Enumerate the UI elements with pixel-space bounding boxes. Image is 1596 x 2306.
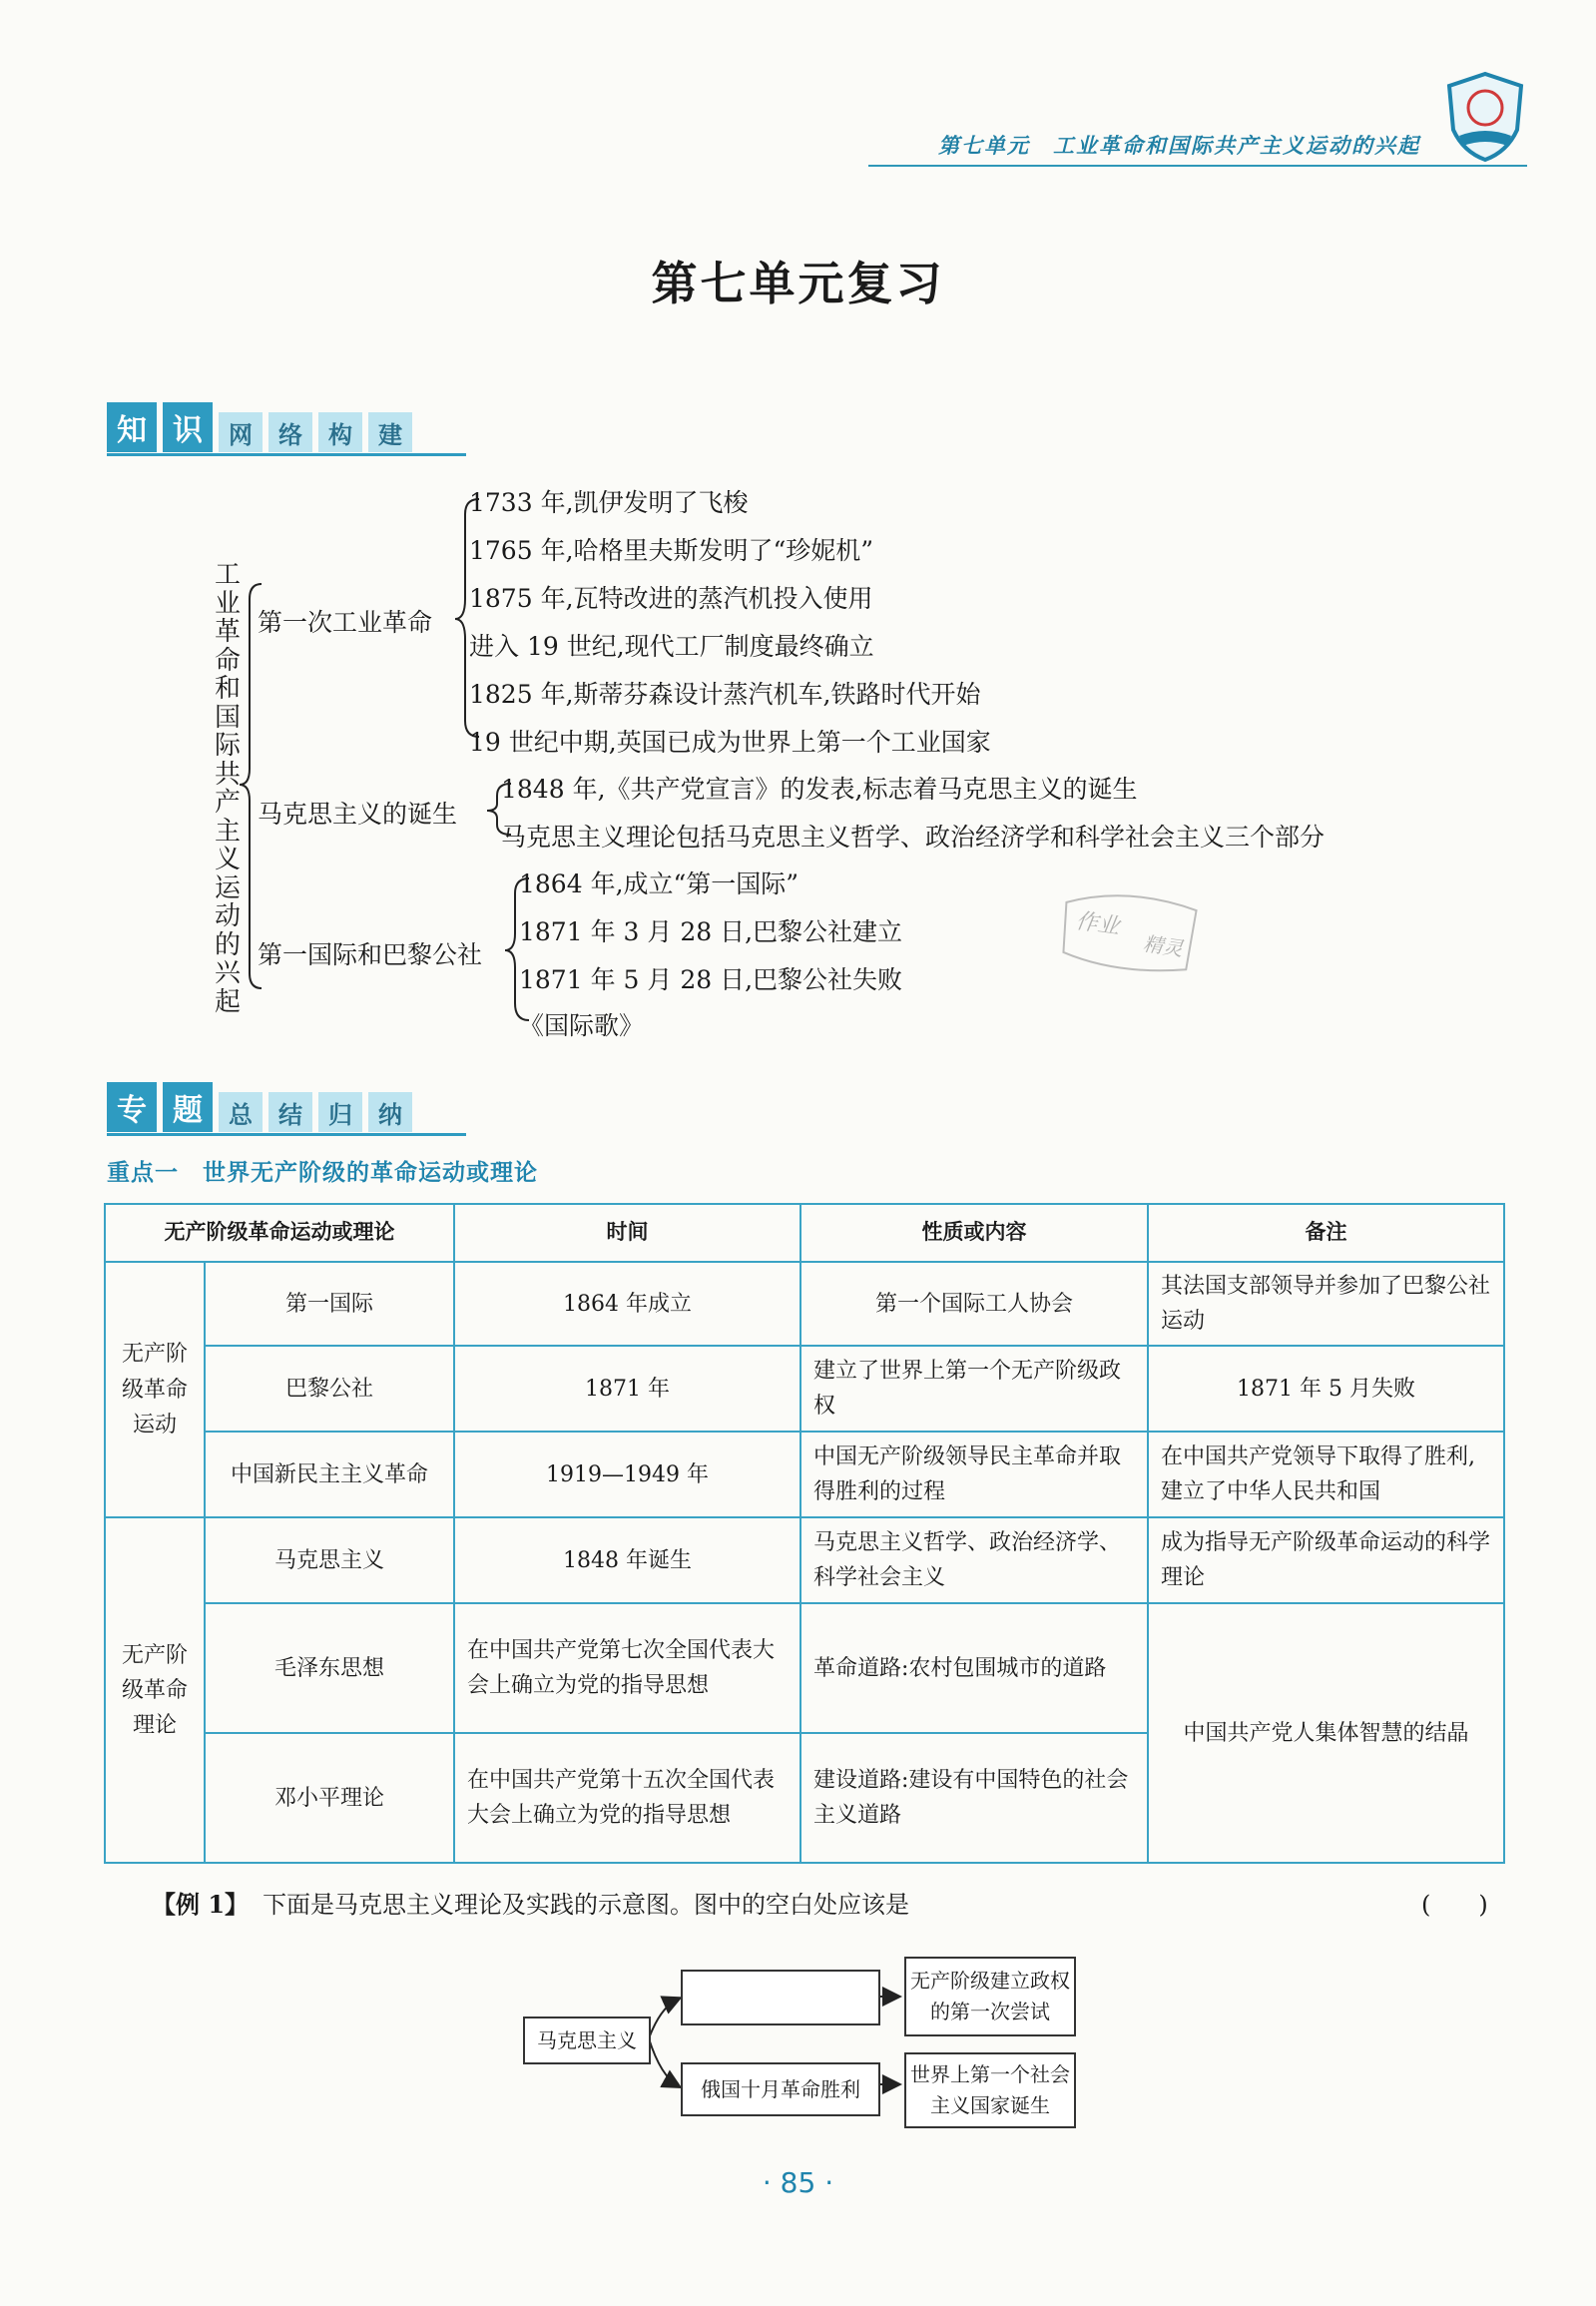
homework-stamp	[1047, 871, 1213, 991]
table-header-cell: 性质或内容	[800, 1204, 1148, 1262]
banner-tile: 建	[368, 412, 412, 452]
example-question-text: 下面是马克思主义理论及实践的示意图。图中的空白处应该是	[263, 1891, 910, 1919]
summary-table	[104, 1203, 1505, 1864]
mindmap-item: 进入 19 世纪,现代工厂制度最终确立	[469, 632, 874, 661]
mindmap-item: 1864 年,成立“第一国际”	[519, 869, 799, 898]
table-cell: 1848 年诞生	[454, 1517, 800, 1603]
table-cell: 1864 年成立	[454, 1262, 800, 1346]
unit-header-title: 第七单元 工业革命和国际共产主义运动的兴起	[938, 134, 1420, 158]
mindmap-branch-marxism: 马克思主义的诞生	[258, 800, 458, 829]
table-cell: 第一个国际工人协会	[800, 1262, 1148, 1346]
mindmap-item: 1875 年,瓦特改进的蒸汽机投入使用	[469, 584, 873, 613]
table-row	[105, 1432, 1504, 1517]
stamp-text: 精灵	[1141, 931, 1185, 961]
banner-tile: 结	[268, 1092, 312, 1132]
diagram-node-result-1: 无产阶级建立政权的第一次尝试	[904, 1957, 1076, 2036]
table-cell: 毛泽东思想	[205, 1603, 454, 1733]
table-cell: 中国共产党人集体智慧的结晶	[1148, 1603, 1504, 1863]
table-cell: 在中国共产党第七次全国代表大会上确立为党的指导思想	[454, 1603, 800, 1733]
table-group-cell: 无产阶级革命运动	[105, 1262, 205, 1517]
table-header-cell: 时间	[454, 1204, 800, 1262]
example-question	[152, 1885, 909, 1920]
table-cell: 中国新民主主义革命	[205, 1432, 454, 1517]
table-cell: 成为指导无产阶级革命运动的科学理论	[1148, 1517, 1504, 1603]
page-number: · 85 ·	[762, 2166, 834, 2199]
diagram-node-october-revolution: 俄国十月革命胜利	[681, 2062, 880, 2116]
banner-tile: 络	[268, 412, 312, 452]
mindmap-item: 1825 年,斯蒂芬森设计蒸汽机车,铁路时代开始	[469, 680, 981, 709]
table-cell: 建立了世界上第一个无产阶级政权	[800, 1346, 1148, 1432]
mindmap-item: 《国际歌》	[519, 1011, 645, 1040]
mindmap-branch-first-international: 第一国际和巴黎公社	[258, 940, 483, 969]
banner-tile: 识	[163, 402, 213, 452]
mindmap-item: 1765 年,哈格里夫斯发明了“珍妮机”	[469, 536, 874, 565]
banner-tile: 网	[219, 412, 263, 452]
table-row	[105, 1262, 1504, 1346]
answer-parentheses: ( )	[1421, 1891, 1488, 1919]
table-header-cell: 备注	[1148, 1204, 1504, 1262]
mindmap-item: 1871 年 5 月 28 日,巴黎公社失败	[519, 965, 903, 994]
page-title: 第七单元复习	[651, 257, 945, 310]
table-cell: 马克思主义	[205, 1517, 454, 1603]
mindmap-item: 马克思主义理论包括马克思主义哲学、政治经济学和科学社会主义三个部分	[501, 823, 1326, 852]
table-cell: 其法国支部领导并参加了巴黎公社运动	[1148, 1262, 1504, 1346]
table-cell: 1871 年 5 月失败	[1148, 1346, 1504, 1432]
table-cell: 第一国际	[205, 1262, 454, 1346]
table-cell: 在中国共产党领导下取得了胜利,建立了中华人民共和国	[1148, 1432, 1504, 1517]
table-cell: 1871 年	[454, 1346, 800, 1432]
mindmap-item: 19 世纪中期,英国已成为世界上第一个工业国家	[469, 728, 991, 757]
banner-tile: 归	[318, 1092, 362, 1132]
banner-underline	[107, 1133, 466, 1136]
table-cell: 中国无产阶级领导民主革命并取得胜利的过程	[800, 1432, 1148, 1517]
mindmap-branch-industrial-revolution: 第一次工业革命	[258, 608, 433, 637]
table-row	[105, 1346, 1504, 1432]
banner-tile: 构	[318, 412, 362, 452]
table-header-cell: 无产阶级革命运动或理论	[105, 1204, 454, 1262]
table-cell: 马克思主义哲学、政治经济学、科学社会主义	[800, 1517, 1148, 1603]
table-group-cell: 无产阶级革命理论	[105, 1517, 205, 1863]
section-banner-topic-summary	[107, 1080, 466, 1132]
table-cell: 革命道路:农村包围城市的道路	[800, 1603, 1148, 1733]
mindmap-item: 1733 年,凯伊发明了飞梭	[469, 488, 749, 517]
banner-tile: 专	[107, 1082, 157, 1132]
stamp-frame-icon	[1047, 871, 1213, 991]
banner-tile: 知	[107, 402, 157, 452]
mindmap-item: 1871 年 3 月 28 日,巴黎公社建立	[519, 917, 903, 946]
table-header-row	[105, 1204, 1504, 1262]
mindmap-item: 1848 年,《共产党宣言》的发表,标志着马克思主义的诞生	[501, 775, 1138, 804]
table-cell: 建设道路:建设有中国特色的社会主义道路	[800, 1733, 1148, 1863]
diagram-blank-box[interactable]	[681, 1970, 880, 2025]
table-row	[105, 1603, 1504, 1733]
diagram-node-marxism: 马克思主义	[523, 2017, 651, 2064]
diagram-node-result-2: 世界上第一个社会主义国家诞生	[904, 2052, 1076, 2128]
banner-tile: 总	[219, 1092, 263, 1132]
table-cell: 在中国共产党第十五次全国代表大会上确立为党的指导思想	[454, 1733, 800, 1863]
banner-tile: 题	[163, 1082, 213, 1132]
table-cell: 巴黎公社	[205, 1346, 454, 1432]
table-row	[105, 1517, 1504, 1603]
example-tag: 【例 1】	[152, 1890, 250, 1919]
stamp-text: 作业	[1074, 908, 1122, 940]
table-cell: 邓小平理论	[205, 1733, 454, 1863]
mindmap-root: 工业革命和国际共产主义运动的兴起	[214, 560, 241, 1017]
banner-tile: 纳	[368, 1092, 412, 1132]
key-point-title: 重点一 世界无产阶级的革命运动或理论	[107, 1160, 538, 1186]
table-cell: 1919—1949 年	[454, 1432, 800, 1517]
